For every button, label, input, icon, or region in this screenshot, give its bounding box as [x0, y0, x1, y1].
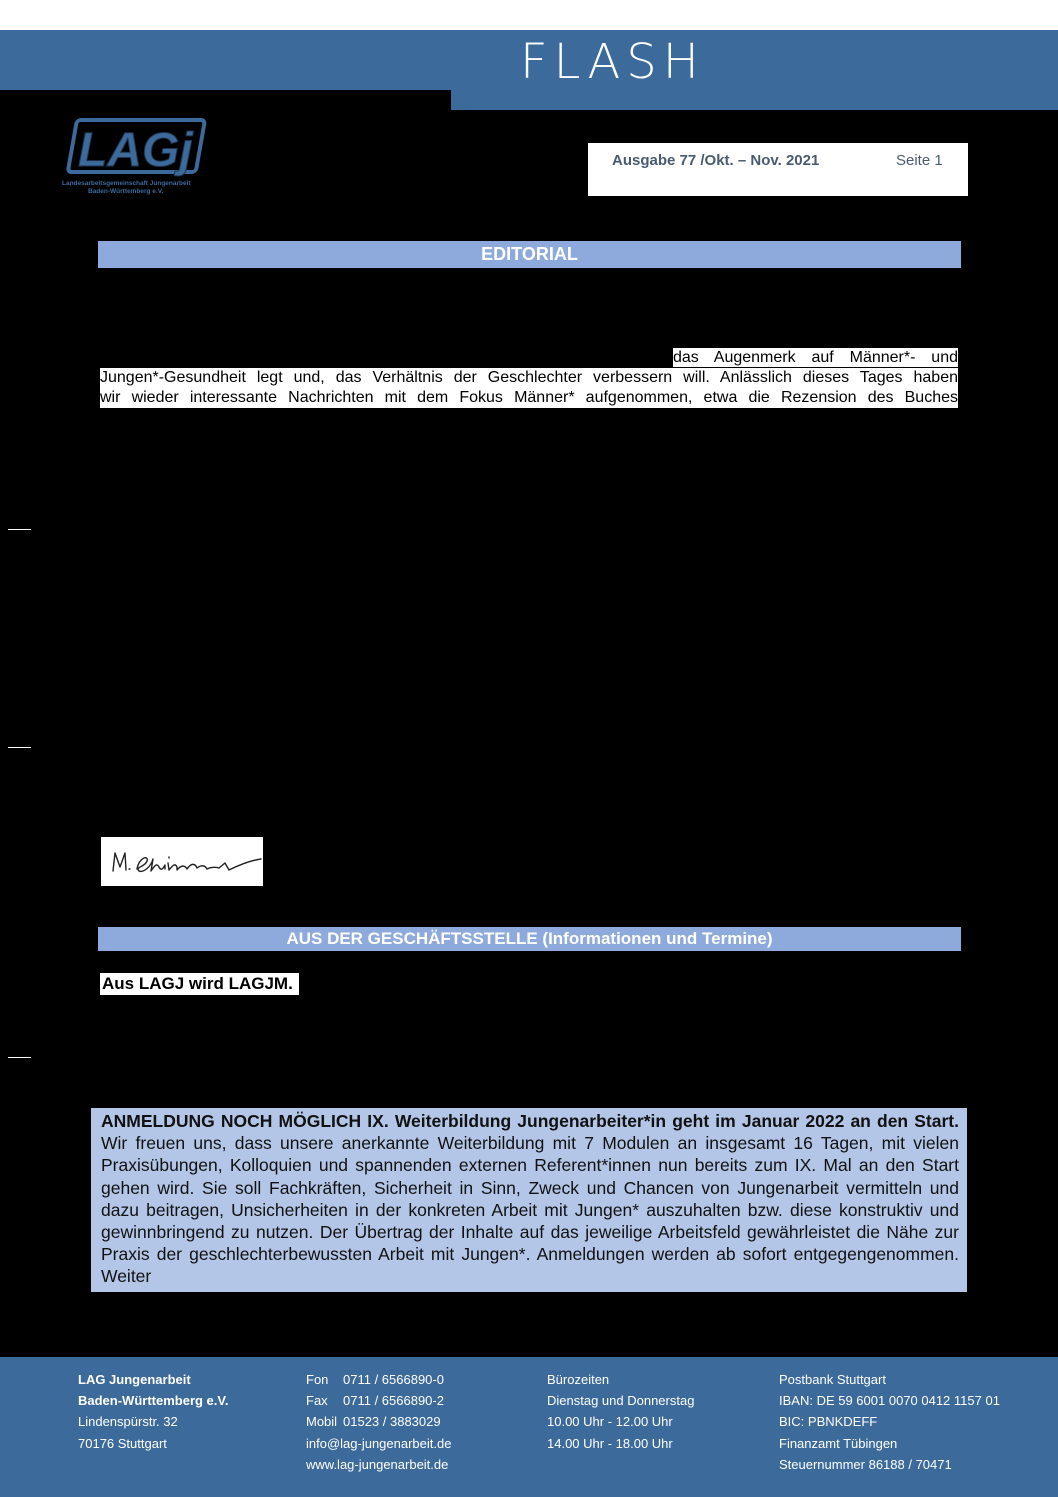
footer-street: Lindenspürstr. 32 [78, 1414, 178, 1430]
editorial-line-2: Jungen*-Gesundheit legt und, das Verhältnis der Geschlechter verbessern will. Anlässlich dieses Tages haben [100, 369, 958, 386]
lagjm-subheading: Aus LAGJ wird LAGJM. [100, 973, 299, 995]
logo-text: LAGj [78, 124, 193, 177]
editorial-line-3: wir wieder interessante Nachrichten mit dem Fokus Männer* aufgenommen, etwa die Rezension des Buches [100, 389, 958, 406]
contact-phone [306, 1369, 451, 1390]
training-notice [91, 1108, 967, 1292]
footer-office-hours [547, 1369, 694, 1454]
bank-iban: IBAN: DE 59 6001 0070 0412 1157 01 [779, 1393, 1000, 1409]
contact-label: Fon [306, 1372, 329, 1387]
margin-rule [8, 747, 31, 748]
email-link[interactable]: info@lag-jungenarbeit.de [306, 1435, 452, 1451]
contact-value: 01523 / 3883029 [343, 1414, 441, 1430]
bank-name: Postbank Stuttgart [779, 1372, 886, 1387]
footer-contact [306, 1369, 451, 1475]
footer-org-region: Baden-Württemberg e.V. [78, 1393, 229, 1409]
header-banner-step [451, 90, 1058, 110]
issue-number: Ausgabe 77 /Okt. – Nov. 2021 [612, 152, 820, 169]
top-margin [0, 0, 1058, 30]
newsletter-title: FLASH [520, 34, 705, 90]
contact-value: 0711 / 6566890-2 [343, 1393, 444, 1409]
page-number: Seite 1 [896, 152, 943, 169]
footer-org-name: LAG Jungenarbeit [78, 1372, 191, 1387]
contact-label: Mobil [306, 1414, 338, 1430]
notice-headline: ANMELDUNG NOCH MÖGLICH IX. Weiterbildung Jungenarbeiter*in geht im Januar 2022 an den Start. [101, 1111, 959, 1131]
tax-number: Steuernummer 86188 / 70471 [779, 1456, 952, 1472]
website-link[interactable]: www.lag-jungenarbeit.de [306, 1456, 449, 1472]
office-section-heading: AUS DER GESCHÄFTSSTELLE (Informationen und Termine) [98, 927, 961, 951]
footer-address [78, 1369, 229, 1454]
logo-subline-2: Baden-Württemberg e.V. [88, 188, 164, 195]
hours-days: Dienstag und Donnerstag [547, 1393, 695, 1409]
logo-subline-1: Landesarbeitsgemeinschaft Jungenarbeit [62, 180, 191, 187]
margin-rule [8, 529, 31, 530]
editorial-heading: EDITORIAL [98, 241, 961, 268]
signature-image [101, 837, 263, 886]
notice-body: Wir freuen uns, dass unsere anerkannte Weiterbildung mit 7 Modulen an insgesamt 16 Tagen, mit vielen Praxisübungen, Kolloquien und spannenden externen Referent*innen nun bereits zum IX. Mal an den Start gehen wird. Sie soll Fachkräften, Sicherheit in Sinn, Zweck und Chancen von Jungenarbeit vermitteln und dazu beitragen, Unsicherheiten in der konkreten Arbeit mit Jungen* auszuhalten bzw. diese konstruktiv und gewinnbringend zu nutzen. Der Übertrag der Inhalte auf das jeweilige Arbeitsfeld gewährleistet die Nähe zur Praxis der geschlechterbewussten Arbeit mit Jungen*. Anmeldungen werden ab sofort entgegengenommen. Weiter [101, 1133, 959, 1287]
contact-label: Fax [306, 1393, 328, 1409]
lagj-logo [58, 114, 214, 196]
tax-office: Finanzamt Tübingen [779, 1435, 898, 1451]
contact-mobile [306, 1411, 451, 1432]
issue-info-box [588, 143, 968, 196]
hours-morning: 10.00 Uhr - 12.00 Uhr [547, 1414, 673, 1430]
hours-title: Bürozeiten [547, 1372, 610, 1387]
signature-name: M. Schirmer [101, 837, 107, 838]
editorial-line-1: das Augenmerk auf Männer*- und [673, 349, 958, 366]
hours-afternoon: 14.00 Uhr - 18.00 Uhr [547, 1435, 673, 1451]
contact-fax [306, 1390, 451, 1411]
contact-value: 0711 / 6566890-0 [343, 1372, 444, 1387]
bank-bic: BIC: PBNKDEFF [779, 1414, 878, 1430]
footer-bank [779, 1369, 1000, 1475]
margin-rule [8, 1057, 31, 1058]
footer-city: 70176 Stuttgart [78, 1435, 167, 1451]
